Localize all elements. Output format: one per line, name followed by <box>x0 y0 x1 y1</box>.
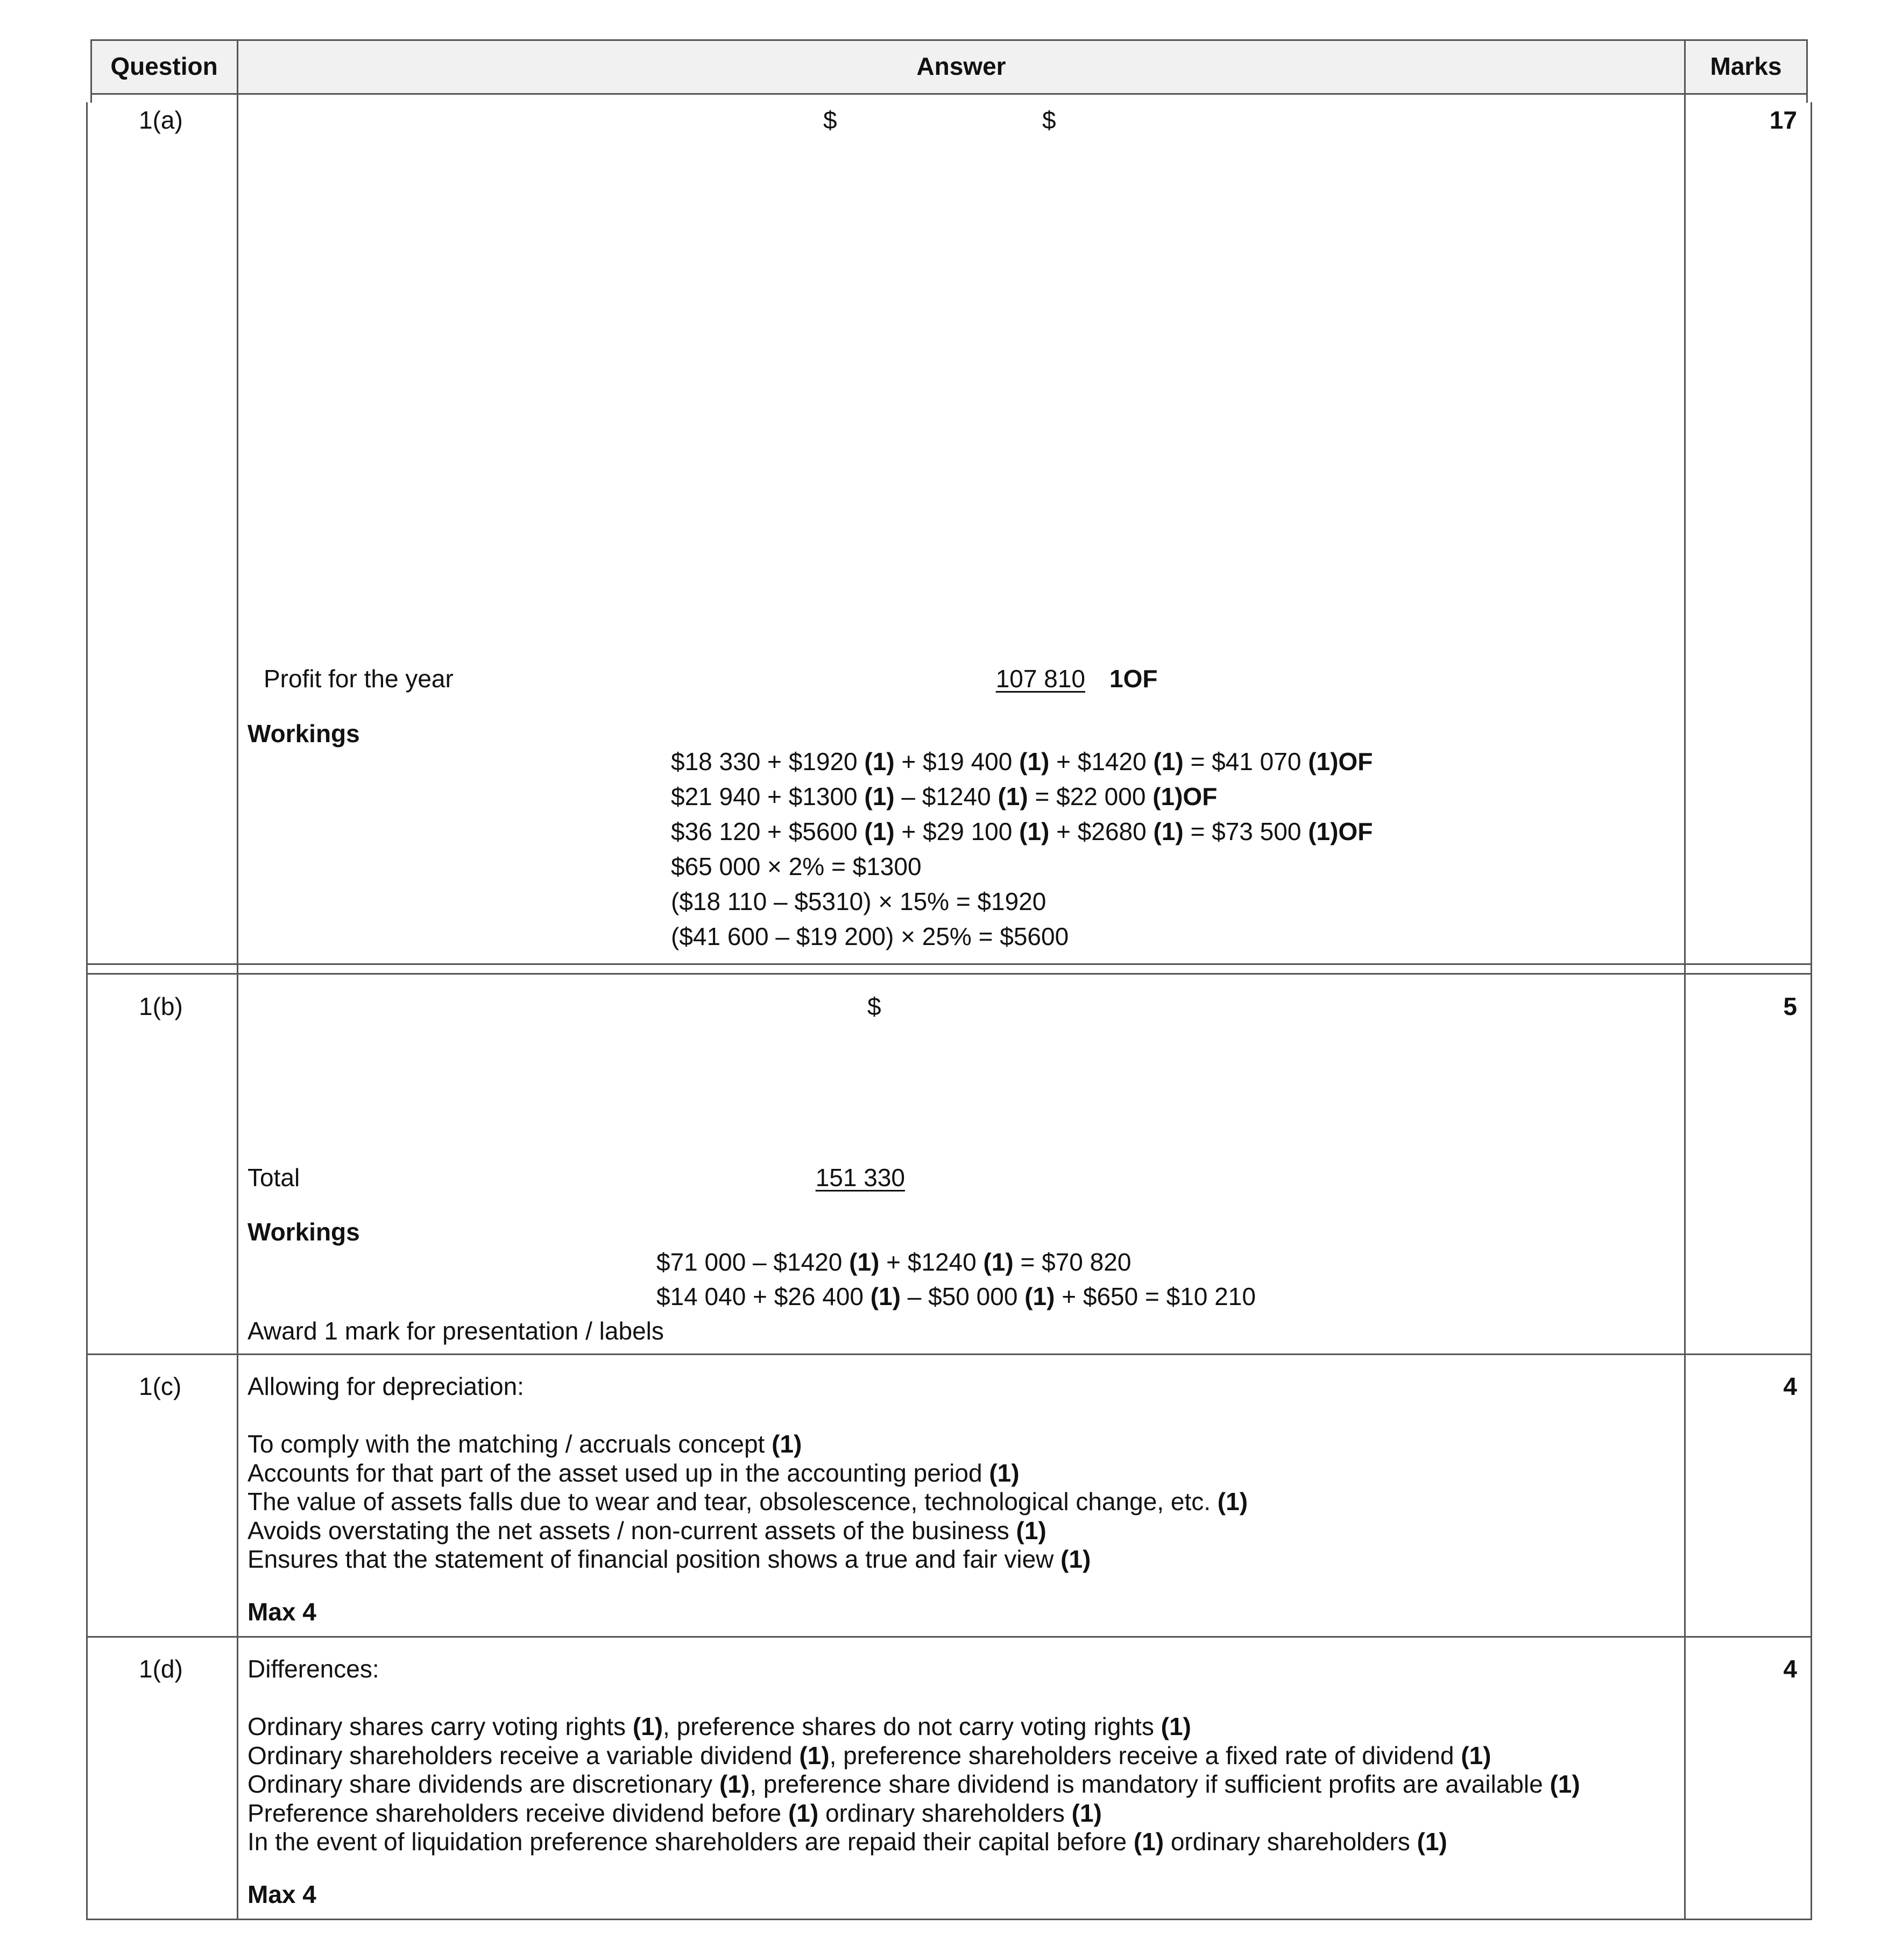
column-heading-dollar-2: $ <box>1042 106 1056 134</box>
question-number-1d: 1(d) <box>139 1655 183 1683</box>
profit-for-year-mark: 1OF <box>1109 665 1158 693</box>
answer-point: Ordinary shareholders receive a variable dividend (1), preference shareholders receive a fixed rate of dividend (1) <box>248 1742 1491 1769</box>
table-right-border <box>1811 102 1812 1920</box>
working-calculation: $21 940 + $1300 (1) – $1240 (1) = $22 000 (1)OF <box>671 782 1218 810</box>
row-divider-1c <box>86 1636 1812 1638</box>
answer-point: Ordinary share dividends are discretionary (1), preference share dividend is mandatory if sufficient profits are available (1) <box>248 1770 1580 1798</box>
working-calculation: $36 120 + $5600 (1) + $29 100 (1) + $2680 (1) = $73 500 (1)OF <box>671 817 1373 845</box>
header-question: Question <box>110 52 218 80</box>
working-calculation: $71 000 – $1420 (1) + $1240 (1) = $70 820 <box>656 1248 1132 1276</box>
max-1c: Max 4 <box>248 1598 316 1626</box>
intro-1d: Differences: <box>248 1655 379 1683</box>
total-value-1b: 151 330 <box>815 1164 905 1191</box>
table-top-border <box>90 39 1808 41</box>
table-left-border <box>86 102 88 1920</box>
workings-title-1a: Workings <box>248 720 360 748</box>
marks-1b: 5 <box>1783 992 1797 1020</box>
column-heading-dollar-1: $ <box>823 106 837 134</box>
workings-title-1b: Workings <box>248 1218 360 1246</box>
column-heading-dollar-1b: $ <box>867 992 881 1020</box>
answer-point: To comply with the matching / accruals concept (1) <box>248 1430 802 1458</box>
working-calculation: ($18 110 – $5310) × 15% = $1920 <box>671 887 1046 915</box>
header-answer: Answer <box>916 52 1006 80</box>
answer-point: In the event of liquidation preference shareholders are repaid their capital before (1) ordinary shareholders (1) <box>248 1828 1447 1856</box>
intro-1c: Allowing for depreciation: <box>248 1372 524 1400</box>
max-1d: Max 4 <box>248 1880 316 1908</box>
answer-point: Ordinary shares carry voting rights (1), preference shares do not carry voting rights (1) <box>248 1712 1191 1740</box>
question-number-1b: 1(b) <box>139 992 183 1020</box>
header-right-border <box>1806 39 1808 103</box>
table-bottom-border <box>86 1919 1812 1920</box>
profit-for-year-label: Profit for the year <box>264 665 454 693</box>
working-calculation: $14 040 + $26 400 (1) – $50 000 (1) + $650 = $10 210 <box>656 1282 1256 1310</box>
working-calculation: ($41 600 – $19 200) × 25% = $5600 <box>671 922 1069 950</box>
answer-point: Avoids overstating the net assets / non-current assets of the business (1) <box>248 1517 1046 1545</box>
question-number-1a: 1(a) <box>139 106 183 134</box>
row-divider-1b <box>86 1353 1812 1355</box>
answer-point: Preference shareholders receive dividend before (1) ordinary shareholders (1) <box>248 1799 1102 1827</box>
header-bottom-border <box>90 93 1808 95</box>
answer-point: The value of assets falls due to wear and tear, obsolescence, technological change, etc. (1) <box>248 1487 1248 1515</box>
working-calculation: $18 330 + $1920 (1) + $19 400 (1) + $1420 (1) = $41 070 (1)OF <box>671 748 1373 775</box>
row-divider-1a-bottom <box>86 973 1812 975</box>
answer-point: Ensures that the statement of financial position shows a true and fair view (1) <box>248 1545 1091 1573</box>
marks-1a: 17 <box>1769 106 1797 134</box>
profit-for-year-value: 107 810 <box>995 665 1085 693</box>
working-calculation: $65 000 × 2% = $1300 <box>671 852 922 880</box>
marks-1d: 4 <box>1783 1655 1797 1683</box>
header-marks: Marks <box>1710 52 1782 80</box>
presentation-note-1b: Award 1 mark for presentation / labels <box>248 1317 664 1345</box>
question-number-1c: 1(c) <box>139 1372 182 1400</box>
marks-1c: 4 <box>1783 1372 1797 1400</box>
total-label-1b: Total <box>248 1164 300 1191</box>
row-divider-1a-top <box>86 963 1812 965</box>
question-column-border <box>237 39 238 1920</box>
answer-point: Accounts for that part of the asset used up in the accounting period (1) <box>248 1459 1020 1487</box>
marks-column-border <box>1684 39 1686 1920</box>
